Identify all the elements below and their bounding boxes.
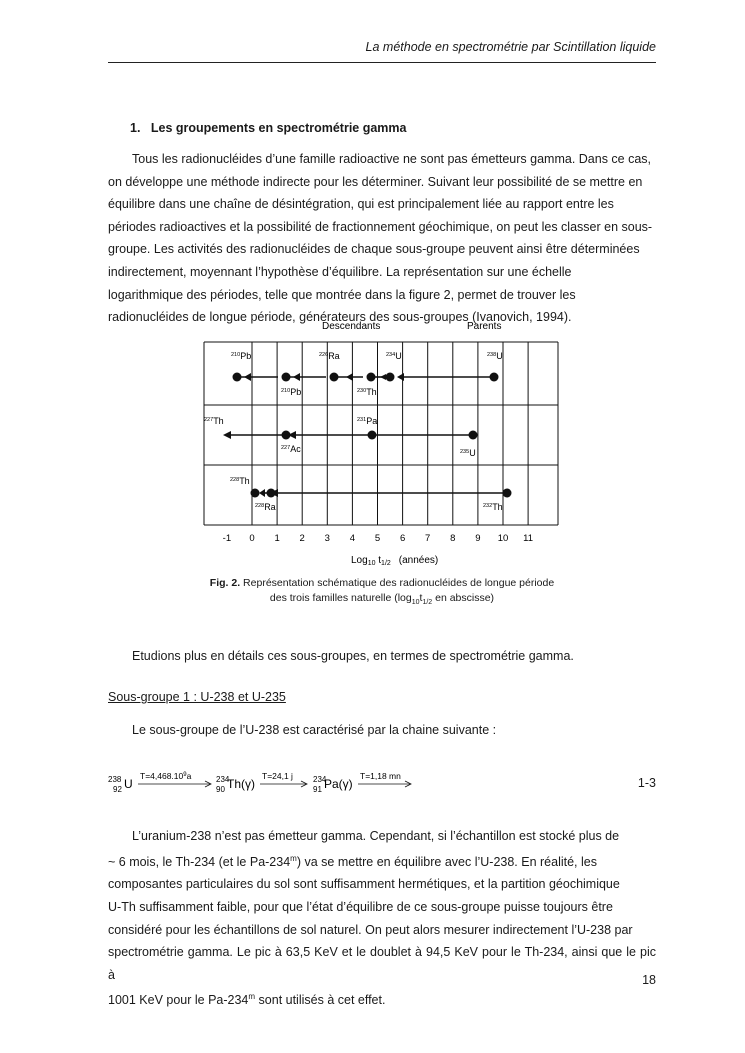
x-tick-label: 9	[475, 533, 481, 544]
label-210pb-b: $^{210}$Pb	[281, 387, 302, 397]
label-238u: $^{238}$U	[487, 351, 503, 361]
p1-line: groupe. Les activités des radionucléides de chaque sous-groupe peuvent ainsi être déterminées	[108, 242, 640, 257]
x-tick-label: 4	[349, 533, 356, 544]
page-number: 18	[642, 973, 656, 987]
svg-text:92: 92	[113, 785, 122, 794]
dot-210pb-b	[282, 373, 291, 382]
p1-line: périodes radioactives et la possibilité de fractionnement géochimique, on peut les classer en sous-	[108, 219, 653, 234]
chain-uranium-235	[223, 431, 478, 440]
running-header: La méthode en spectrométrie par Scintillation liquide	[365, 40, 656, 54]
x-tick-label: 6	[399, 533, 406, 544]
label-210pb: $^{210}$Pb	[231, 351, 252, 361]
paragraph-3: Le sous-groupe de l’U-238 est caractérisé par la chaine suivante :	[132, 723, 497, 737]
svg-text:91: 91	[313, 785, 322, 794]
x-tick-label: 5	[374, 533, 381, 544]
caption-label: Fig. 2.	[209, 577, 241, 589]
svg-text:Th(γ): Th(γ)	[227, 777, 255, 791]
dot-234u	[386, 373, 395, 382]
p1-line: indirectement, moyennant l’hypothèse d’équilibre. La représentation sur une échelle	[108, 264, 572, 279]
chain-uranium-238	[233, 373, 499, 382]
label-231pa: $^{231}$Pa	[357, 416, 378, 426]
label-parents: Parents	[467, 321, 502, 332]
label-227th: $^{227}$Th	[204, 416, 224, 426]
svg-text:T=24,1 j: T=24,1 j	[262, 771, 293, 781]
dot-235u	[469, 431, 478, 440]
subsection-title: Sous-groupe 1 : U-238 et U-235	[108, 690, 286, 704]
svg-text:Pa(γ): Pa(γ)	[324, 777, 353, 791]
p1-line: équilibre dans une chaîne de désintégration, qui est principalement liée au rapport entre les	[108, 197, 614, 212]
label-226ra: $^{226}$Ra	[319, 351, 340, 361]
label-228ra: $^{228}$Ra	[255, 502, 276, 512]
x-tick-label: 2	[299, 533, 305, 544]
dot-226ra	[330, 373, 339, 382]
x-tick-label: 10	[497, 533, 509, 544]
svg-text:90: 90	[216, 785, 225, 794]
paragraph-4: L’uranium-238 n’est pas émetteur gamma. Cependant, si l’échantillon est stocké plus de ~ 6 mois, le Th-234 (et le Pa-234$^m$) va se mettre en équilibre avec l’U-238. En réalité, les composantes particulaires du sol sont suffisamment hermétiques, et la partition géochimique U-Th suffisamment faible, pour que l’état d’équilibre de ce sous-groupe puisse toujours être considéré pour les échantillons de sol naturel. On peut alors mesurer indirectement l’U-238 par spectrométrie gamma. Le pic à 63,5 KeV et le doublet à 94,5 KeV pour le Th-234, ainsi que le pic à 1001 KeV pour le Pa-234$^m$ sont utilisés à cet effet.	[108, 829, 656, 1008]
dot-228ra	[267, 489, 276, 498]
p1-line: on développe une méthode indirecte pour les déterminer. Suivant leur possibilité de se mettre en	[108, 174, 643, 189]
dot-230th	[367, 373, 376, 382]
svg-text:T=1,18 mn: T=1,18 mn	[360, 771, 401, 781]
x-tick-label: 3	[324, 533, 330, 544]
label-235u: $^{235}$U	[460, 448, 476, 458]
section-title: Les groupements en spectrométrie gamma	[150, 121, 407, 135]
x-tick-label: 11	[523, 533, 534, 544]
label-228th: $^{228}$Th	[230, 476, 250, 486]
figure-caption: Fig. 2. Représentation schématique des radionucléides de longue période des trois familles naturelle ($\log_{10}t_{1/2}$ en abscisse)	[209, 577, 555, 607]
dot-227ac	[282, 431, 291, 440]
x-tick-label: 7	[425, 533, 431, 544]
svg-text:234: 234	[313, 775, 327, 784]
dot-238u	[490, 373, 499, 382]
dot-228th	[251, 489, 260, 498]
x-tick-label: -1	[222, 533, 232, 544]
dot-232th	[503, 489, 512, 498]
svg-text:234: 234	[216, 775, 230, 784]
x-axis-ticks	[223, 533, 533, 544]
chain-thorium-232	[251, 489, 512, 498]
decay-equation	[108, 766, 438, 800]
x-tick-label: 8	[450, 533, 456, 544]
label-227ac: $^{227}$Ac	[281, 444, 301, 454]
figure-grid	[204, 342, 558, 525]
equation-number: 1-3	[637, 776, 656, 790]
p1-line: radionucléides de longue période, générateurs des sous-groupes (Ivanovich, 1994).	[108, 310, 572, 325]
paragraph-2: Etudions plus en détails ces sous-groupes, en termes de spectrométrie gamma.	[132, 649, 574, 663]
p1-line: Tous les radionucléides d’une famille radioactive ne sont pas émetteurs gamma. Dans ce cas,	[132, 152, 652, 166]
dot-210pb-a	[233, 373, 242, 382]
label-230th: $^{230}$Th	[357, 387, 377, 397]
p1-line: logarithmique des périodes, telle que montrée dans la figure 2, permet de trouver les	[108, 287, 576, 302]
svg-text:238: 238	[108, 775, 122, 784]
svg-text:U: U	[124, 777, 133, 791]
x-tick-label: 1	[274, 533, 280, 544]
label-descendants: Descendants	[322, 321, 381, 332]
section-number: 1.	[130, 121, 141, 135]
dot-231pa	[368, 431, 377, 440]
label-234u: $^{234}$U	[386, 351, 402, 361]
x-axis-label: Log$_{10}$ $t_{1/2}$ (années)	[351, 555, 439, 567]
x-tick-label: 0	[249, 533, 255, 544]
svg-text:T=4,468.109a: $T=4,468.10^9a$	[140, 771, 192, 781]
label-232th: $^{232}$Th	[483, 502, 503, 512]
